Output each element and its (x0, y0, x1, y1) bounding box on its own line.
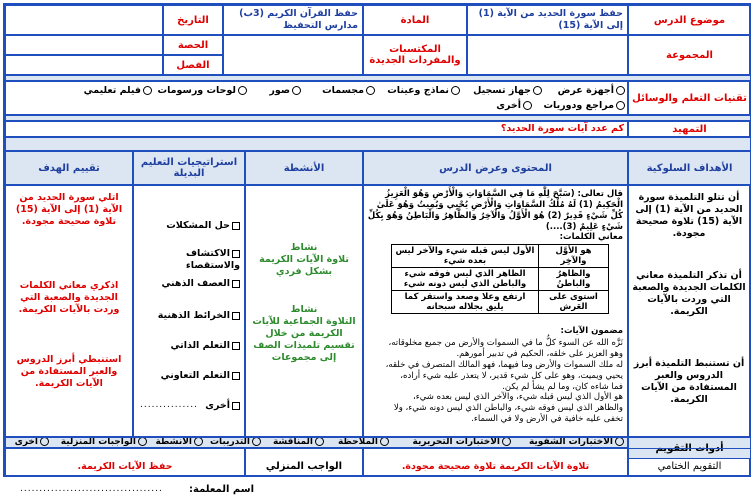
tool-option[interactable]: جهاز تسجيل (473, 85, 542, 96)
group-label: المجموعة (628, 35, 751, 75)
evaluation-option[interactable]: الأنشطة (155, 437, 203, 447)
period-label: الحصة (163, 35, 223, 55)
homework-value: حفظ الآيات الكريمة. (5, 448, 245, 477)
content-cell (363, 185, 628, 437)
verses-text: قال تعالى: (سَبَّحَ لِلَّهِ مَا فِي السَّمَاوَاتِ وَالْأَرْضِ وَهُوَ الْعَزِيزُ الْحَكِيمُ (1) لَهُ مُلْكُ السَّمَاوَاتِ وَالْأَرْضِ يُحْيِي وَيُمِيتُ وَهُوَ عَلَىٰ كُلِّ شَيْءٍ قَدِيرٌ (2) هُوَ الْأَوَّلُ وَالْآخِرُ وَالظَّاهِرُ وَالْبَاطِنُ وَهُوَ بِكُلِّ شَيْءٍ عَلِيمٌ (3)....) (367, 189, 623, 232)
assessment-cell (5, 185, 133, 437)
course-label: المادة (363, 5, 467, 35)
strategies-header: استراتيجيات التعليم البديلة (133, 151, 245, 185)
evaluation-option[interactable]: المناقشة (273, 437, 324, 447)
assessment-item: استنبطي أبرز الدروس والعبر المستفادة من الآيات الكريمة. (16, 354, 122, 389)
assessment-header: تقييم الهدف (5, 151, 133, 185)
objectives-cell (628, 185, 751, 437)
objectives-header: الأهداف السلوكية (628, 151, 751, 185)
evaluation-options (5, 437, 628, 448)
teacher-name-label: اسم المعلمة: (189, 484, 254, 495)
evaluation-option[interactable]: الواجبات المنزلية (61, 437, 147, 447)
teacher-name-dots[interactable]: ..................................... (20, 484, 163, 494)
meaning-word: استوى على العَرش (539, 291, 609, 314)
meanings-row (392, 268, 609, 291)
evaluation-option[interactable]: أخرى (15, 437, 49, 447)
tools-options (5, 81, 628, 115)
tool-option[interactable]: أخرى (496, 100, 532, 111)
topic-line: فما شاءه كان، وما لم يشأ لم يكن. (502, 381, 623, 392)
meanings-title: معاني الكلمات: (559, 232, 623, 242)
class-label: الفصل (163, 55, 223, 75)
period-value[interactable] (5, 35, 163, 55)
activity-item: نشاط التلاوة الجماعية للآيات الكريمة من خلال تقسيم تلميذات الصف إلى مجموعات (252, 304, 356, 363)
topic-line: والظاهر الذي ليس فوقه شيء، والباطن الذي ليس دونه شيء، ولا (393, 403, 623, 414)
topic-line: يحيي ويميت، وهو على كل شيء قدير، لا يتعذر عليه شيء أراده، (400, 370, 623, 381)
strategy-item[interactable]: التعلم التعاوني (161, 370, 240, 382)
meanings-row (392, 245, 609, 268)
vocab-label: المكتسبات والمفردات الجديدة (363, 35, 467, 75)
meanings-table (391, 244, 609, 314)
tool-option[interactable]: نماذج وعينات (387, 85, 460, 96)
topic-line: تخفى عليه خافية في الأرض ولا في السماء. (471, 414, 623, 425)
tool-option[interactable]: لوحات ورسومات (158, 85, 247, 96)
lesson-plan (3, 3, 751, 477)
date-label: التاريخ (163, 5, 223, 35)
objective-item: أن تذكر التلميذة معاني الكلمات الجديدة والصعبة التي وردت بالآيات الكريمة. (632, 270, 746, 317)
evaluation-option[interactable]: الاختبارات الشفوية (529, 437, 624, 447)
tool-option[interactable]: مجسمات (322, 85, 375, 96)
strategy-item[interactable]: التعلم الذاتي (171, 340, 240, 352)
evaluation-option[interactable]: التدريبات (210, 437, 261, 447)
meaning-text: الظاهر الذي ليس فوقه شيء والباطن الذي ليس دونه شيء (392, 268, 539, 291)
assessment-item: اتلي سورة الحديد من الآية (1) إلى الآية (15) تلاوة صحيحة مجودة. (15, 192, 123, 227)
topic-title: مضمون الآيات: (560, 326, 623, 336)
strategy-other-dots: ............... (140, 400, 198, 410)
strategy-item[interactable]: حل المشكلات (166, 220, 240, 232)
group-value[interactable] (467, 35, 628, 75)
strategy-item[interactable]: الاكتشاف والاستقصاء (185, 248, 240, 271)
meanings-row (392, 291, 609, 314)
tool-option[interactable]: فيلم تعليمي (84, 85, 152, 96)
activities-cell (245, 185, 363, 437)
topic-line: هو الأول الذي ليس قبله شيء، والآخر الذي ليس بعده شيء، (412, 392, 623, 403)
vocab-value[interactable] (223, 35, 363, 75)
tool-option[interactable]: صور (269, 85, 301, 96)
tools-label: تقنيات التعلم والوسائل (628, 81, 751, 115)
activities-header: الأنشطة (245, 151, 363, 185)
subject-label: موضوع الدرس (628, 5, 751, 35)
meaning-text: ارتفع وعلا وصعد واستقر كما يليق بجلاله سبحانه (392, 291, 539, 314)
topic-line: وهو العزيز على خلقه، الحكيم في تدبير أمورهم. (456, 348, 623, 359)
topic-line: له ملك السموات والأرض وما فيهما، فهو المالك المتصرف في خلقه، (385, 359, 623, 370)
intro-question: كم عدد آيات سورة الحديد؟ (5, 121, 628, 137)
strategies-cell (133, 185, 245, 437)
topic-list (367, 338, 623, 425)
strategy-item[interactable]: أخرى (205, 400, 240, 412)
final-evaluation-value: تلاوة الآيات الكريمة تلاوة صحيحة مجودة. (363, 448, 628, 477)
subject-value: حفظ سورة الحديد من الآية (1) إلى الآية (15) (467, 5, 628, 35)
class-value[interactable] (5, 55, 163, 75)
strategy-item[interactable]: الخرائط الذهنية (158, 310, 240, 322)
meaning-word: والظاهرُ والباطنُ (539, 268, 609, 291)
evaluation-option[interactable]: الاختبارات التحريرية (413, 437, 511, 447)
activity-item: نشاط تلاوة الآيات الكريمة بشكل فردي (259, 242, 349, 277)
intro-label: التمهيد (628, 121, 751, 137)
homework-label: الواجب المنزلي (245, 448, 363, 477)
meaning-text: الأول ليس قبله شيء والآخر ليس بعده شيء (392, 245, 539, 268)
course-value: حفظ القرآن الكريم (3ب) مدارس التحفيظ (223, 5, 363, 35)
assessment-item: اذكري معاني الكلمات الجديدة والصعبة التي وردت بالآيات الكريمة. (18, 280, 120, 315)
meaning-word: هو الأوَّل والآخِر (539, 245, 609, 268)
topic-line: نَزَّه الله عن السوء كلُّ ما في السموات والأرض من جميع مخلوقاته، (388, 338, 623, 348)
evaluation-option[interactable]: الملاحظة (338, 437, 389, 447)
objective-item: أن تستنبط التلميذة أبرز الدروس والعبر المستفادة من الآيات الكريمة. (633, 358, 745, 405)
evaluation-label: أدوات التقويم (628, 437, 751, 459)
content-header: المحتوى وعرض الدرس (363, 151, 628, 185)
date-value[interactable] (5, 5, 163, 35)
objective-item: أن تتلو التلميذة سورة الحديد من الآية (1) إلى الآية (15) تلاوة صحيحة مجودة. (635, 192, 743, 239)
separator (5, 137, 751, 151)
tool-option[interactable]: مراجع ودوريات (543, 100, 625, 111)
strategy-item[interactable]: العصف الذهني (161, 278, 240, 290)
tool-option[interactable]: أجهزة عرض (558, 85, 625, 96)
final-evaluation-label: التقويم الختامي (628, 448, 751, 477)
